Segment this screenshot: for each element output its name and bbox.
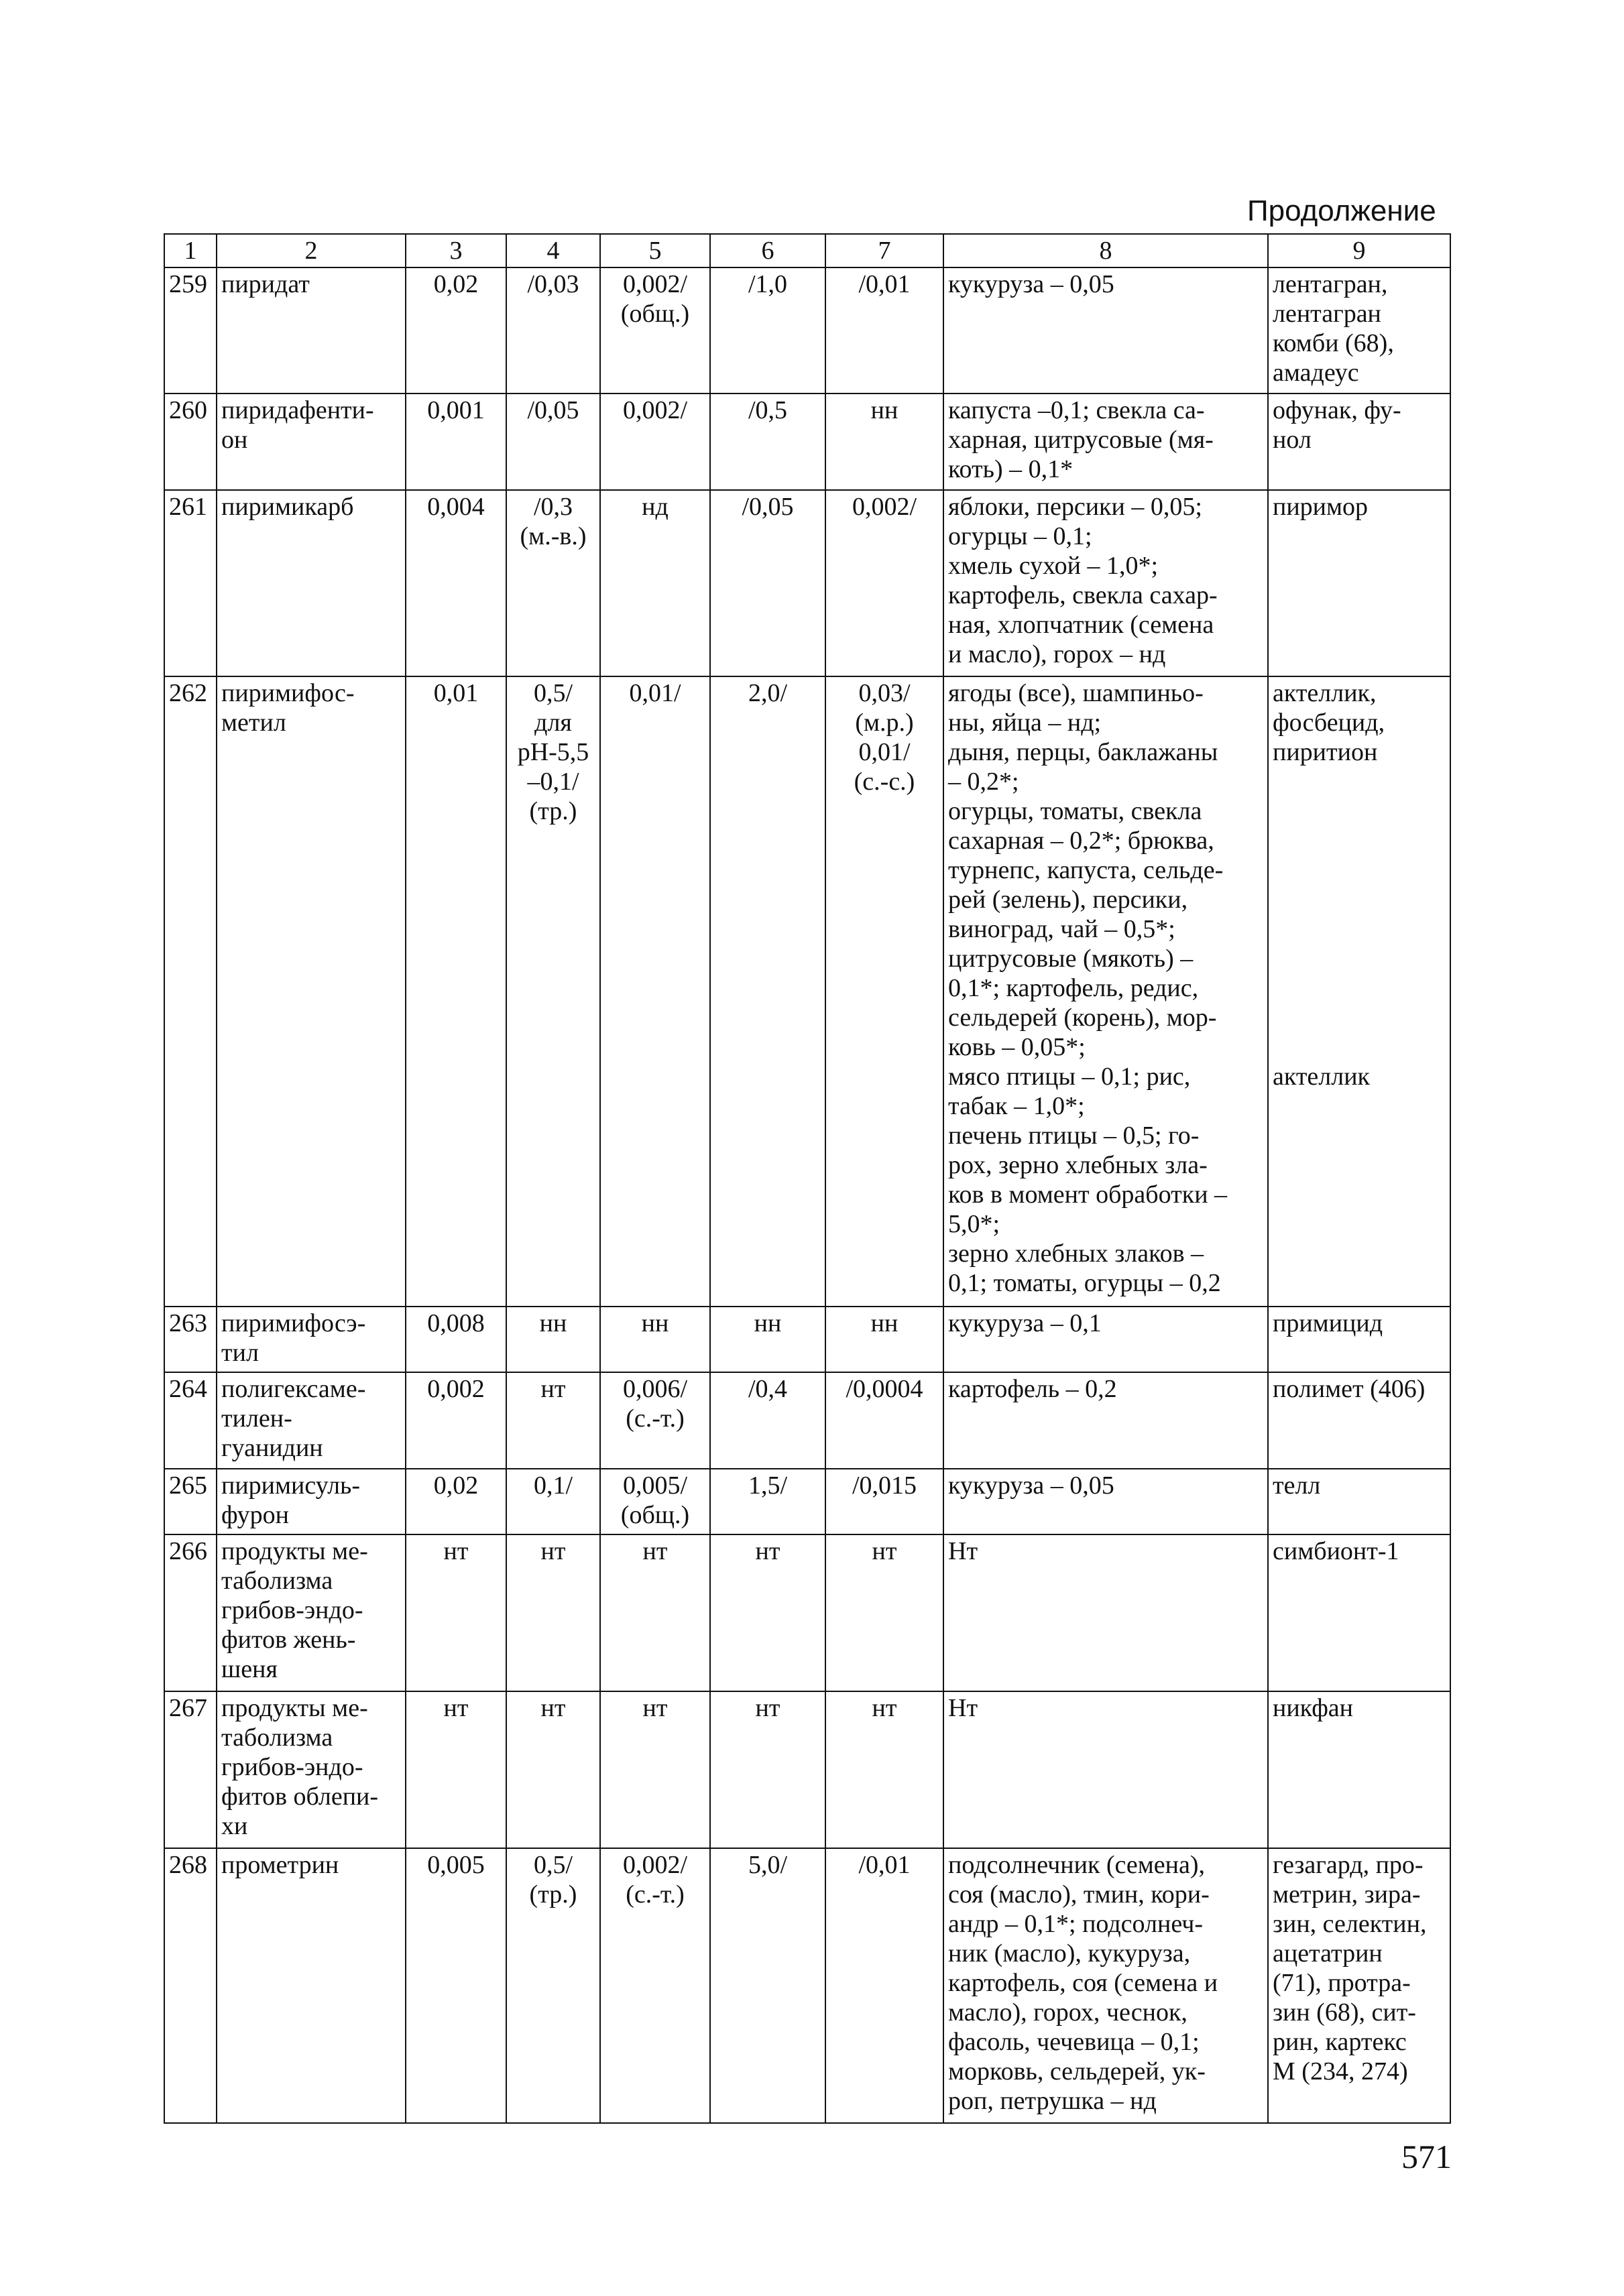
preparations: офунак, фу- нол xyxy=(1268,394,1450,490)
col-3-value: 0,02 xyxy=(406,1469,506,1534)
page-number: 571 xyxy=(1401,2138,1452,2175)
col-5-value: нд xyxy=(600,490,710,676)
column-header-5: 5 xyxy=(600,234,710,267)
col-3-value: 0,002 xyxy=(406,1372,506,1469)
column-header-9: 9 xyxy=(1268,234,1450,267)
table-body xyxy=(164,267,1450,2123)
column-header-8: 8 xyxy=(943,234,1268,267)
col-3-value: нт xyxy=(406,1691,506,1848)
col-3-value: нт xyxy=(406,1534,506,1691)
col-5-value: 0,002/ (с.-т.) xyxy=(600,1848,710,2123)
col-7-value: /0,01 xyxy=(825,267,943,394)
table-row xyxy=(164,1307,1450,1372)
row-number: 262 xyxy=(164,676,217,1307)
col-4-value: 0,5/ для pH-5,5 –0,1/ (тр.) xyxy=(506,676,600,1307)
col-7-value: нт xyxy=(825,1691,943,1848)
table-row xyxy=(164,267,1450,394)
row-number: 263 xyxy=(164,1307,217,1372)
column-header-2: 2 xyxy=(217,234,406,267)
col-5-value: нн xyxy=(600,1307,710,1372)
preparations: полимет (406) xyxy=(1268,1372,1450,1469)
table-row xyxy=(164,676,1450,1307)
preparations: пиримор xyxy=(1268,490,1450,676)
row-number: 268 xyxy=(164,1848,217,2123)
col-6-value: нн xyxy=(710,1307,825,1372)
col-6-value: 5,0/ xyxy=(710,1848,825,2123)
col-3-value: 0,004 xyxy=(406,490,506,676)
header-row xyxy=(164,234,1450,267)
crop-residues: картофель – 0,2 xyxy=(943,1372,1268,1469)
row-number: 266 xyxy=(164,1534,217,1691)
row-number: 267 xyxy=(164,1691,217,1848)
substance-name: продукты ме- таболизма грибов-эндо- фитов облепи- хи xyxy=(217,1691,406,1848)
column-header-4: 4 xyxy=(506,234,600,267)
col-4-value: нт xyxy=(506,1691,600,1848)
column-header-7: 7 xyxy=(825,234,943,267)
table-row xyxy=(164,1469,1450,1534)
table-row xyxy=(164,1534,1450,1691)
col-4-value: /0,3 (м.-в.) xyxy=(506,490,600,676)
crop-residues: Нт xyxy=(943,1534,1268,1691)
table-row xyxy=(164,1848,1450,2123)
substance-name: пиримифос- метил xyxy=(217,676,406,1307)
substance-name: пиримифосэ- тил xyxy=(217,1307,406,1372)
col-6-value: /1,0 xyxy=(710,267,825,394)
substance-name: полигексаме- тилен- гуанидин xyxy=(217,1372,406,1469)
table-row xyxy=(164,1691,1450,1848)
crop-residues: кукуруза – 0,05 xyxy=(943,1469,1268,1534)
substance-name: пиримикарб xyxy=(217,490,406,676)
col-7-value: нн xyxy=(825,394,943,490)
col-6-value: /0,5 xyxy=(710,394,825,490)
col-7-value: /0,0004 xyxy=(825,1372,943,1469)
row-number: 261 xyxy=(164,490,217,676)
row-number: 260 xyxy=(164,394,217,490)
data-table xyxy=(164,233,1451,2124)
crop-residues: Нт xyxy=(943,1691,1268,1848)
col-7-value: /0,01 xyxy=(825,1848,943,2123)
crop-residues: кукуруза – 0,05 xyxy=(943,267,1268,394)
preparations: никфан xyxy=(1268,1691,1450,1848)
col-7-value: нт xyxy=(825,1534,943,1691)
col-6-value: 1,5/ xyxy=(710,1469,825,1534)
crop-residues: кукуруза – 0,1 xyxy=(943,1307,1268,1372)
col-6-value: 2,0/ xyxy=(710,676,825,1307)
crop-residues: яблоки, персики – 0,05; огурцы – 0,1; хмель сухой – 1,0*; картофель, свекла сахар- ная, хлопчатник (семена и масло), горох – нд xyxy=(943,490,1268,676)
crop-residues: подсолнечник (семена), соя (масло), тмин, кори- андр – 0,1*; подсолнеч- ник (масло), кукуруза, картофель, соя (семена и масло), горох, чеснок, фасоль, чечевица – 0,1; морковь, сельдерей, ук- роп, петрушка – нд xyxy=(943,1848,1268,2123)
col-7-value: нн xyxy=(825,1307,943,1372)
row-number: 265 xyxy=(164,1469,217,1534)
substance-name: пиридафенти- он xyxy=(217,394,406,490)
col-5-value: нт xyxy=(600,1691,710,1848)
column-header-1: 1 xyxy=(164,234,217,267)
col-6-value: /0,4 xyxy=(710,1372,825,1469)
row-number: 259 xyxy=(164,267,217,394)
preparations: симбионт-1 xyxy=(1268,1534,1450,1691)
substance-name: пиридат xyxy=(217,267,406,394)
col-5-value: 0,006/ (с.-т.) xyxy=(600,1372,710,1469)
col-7-value: 0,03/ (м.р.) 0,01/ (с.-с.) xyxy=(825,676,943,1307)
col-4-value: 0,1/ xyxy=(506,1469,600,1534)
col-3-value: 0,005 xyxy=(406,1848,506,2123)
crop-residues: ягоды (все), шампиньо- ны, яйца – нд; дыня, перцы, баклажаны – 0,2*; огурцы, томаты, свекла сахарная – 0,2*; брюква, турнепс, капуста, сельде- рей (зелень), персики, виноград, чай – 0,5*; цитрусовые (мякоть) – 0,1*; картофель, редис, сельдерей (корень), мор- ковь – 0,05*; мясо птицы – 0,1; рис, табак – 1,0*; печень птицы – 0,5; го- рох, зерно хлебных зла- ков в момент обработки – 5,0*; зерно хлебных злаков – 0,1; томаты, огурцы – 0,2 xyxy=(943,676,1268,1307)
table-row xyxy=(164,394,1450,490)
col-6-value: нт xyxy=(710,1691,825,1848)
column-header-3: 3 xyxy=(406,234,506,267)
col-4-value: нн xyxy=(506,1307,600,1372)
col-4-value: /0,03 xyxy=(506,267,600,394)
col-6-value: /0,05 xyxy=(710,490,825,676)
preparations: актеллик, фосбецид, пиритион актеллик xyxy=(1268,676,1450,1307)
preparations: лентагран, лентагран комби (68), амадеус xyxy=(1268,267,1450,394)
row-number: 264 xyxy=(164,1372,217,1469)
col-3-value: 0,001 xyxy=(406,394,506,490)
col-4-value: нт xyxy=(506,1372,600,1469)
substance-name: продукты ме- таболизма грибов-эндо- фитов жень- шеня xyxy=(217,1534,406,1691)
substance-name: пиримисуль- фурон xyxy=(217,1469,406,1534)
col-3-value: 0,008 xyxy=(406,1307,506,1372)
col-4-value: /0,05 xyxy=(506,394,600,490)
table-row xyxy=(164,1372,1450,1469)
substance-name: прометрин xyxy=(217,1848,406,2123)
col-5-value: нт xyxy=(600,1534,710,1691)
table-row xyxy=(164,490,1450,676)
col-5-value: 0,002/ (общ.) xyxy=(600,267,710,394)
table-header xyxy=(164,234,1450,267)
preparations: примицид xyxy=(1268,1307,1450,1372)
column-header-6: 6 xyxy=(710,234,825,267)
preparations: телл xyxy=(1268,1469,1450,1534)
col-6-value: нт xyxy=(710,1534,825,1691)
col-3-value: 0,02 xyxy=(406,267,506,394)
col-5-value: 0,005/ (общ.) xyxy=(600,1469,710,1534)
col-4-value: нт xyxy=(506,1534,600,1691)
continuation-heading: Продолжение xyxy=(1247,194,1436,227)
col-5-value: 0,01/ xyxy=(600,676,710,1307)
col-7-value: /0,015 xyxy=(825,1469,943,1534)
col-7-value: 0,002/ xyxy=(825,490,943,676)
col-5-value: 0,002/ xyxy=(600,394,710,490)
preparations: гезагард, про- метрин, зира- зин, селектин, ацетатрин (71), протра- зин (68), сит- рин, картекс М (234, 274) xyxy=(1268,1848,1450,2123)
crop-residues: капуста –0,1; свекла са- харная, цитрусовые (мя- коть) – 0,1* xyxy=(943,394,1268,490)
col-3-value: 0,01 xyxy=(406,676,506,1307)
col-4-value: 0,5/ (тр.) xyxy=(506,1848,600,2123)
